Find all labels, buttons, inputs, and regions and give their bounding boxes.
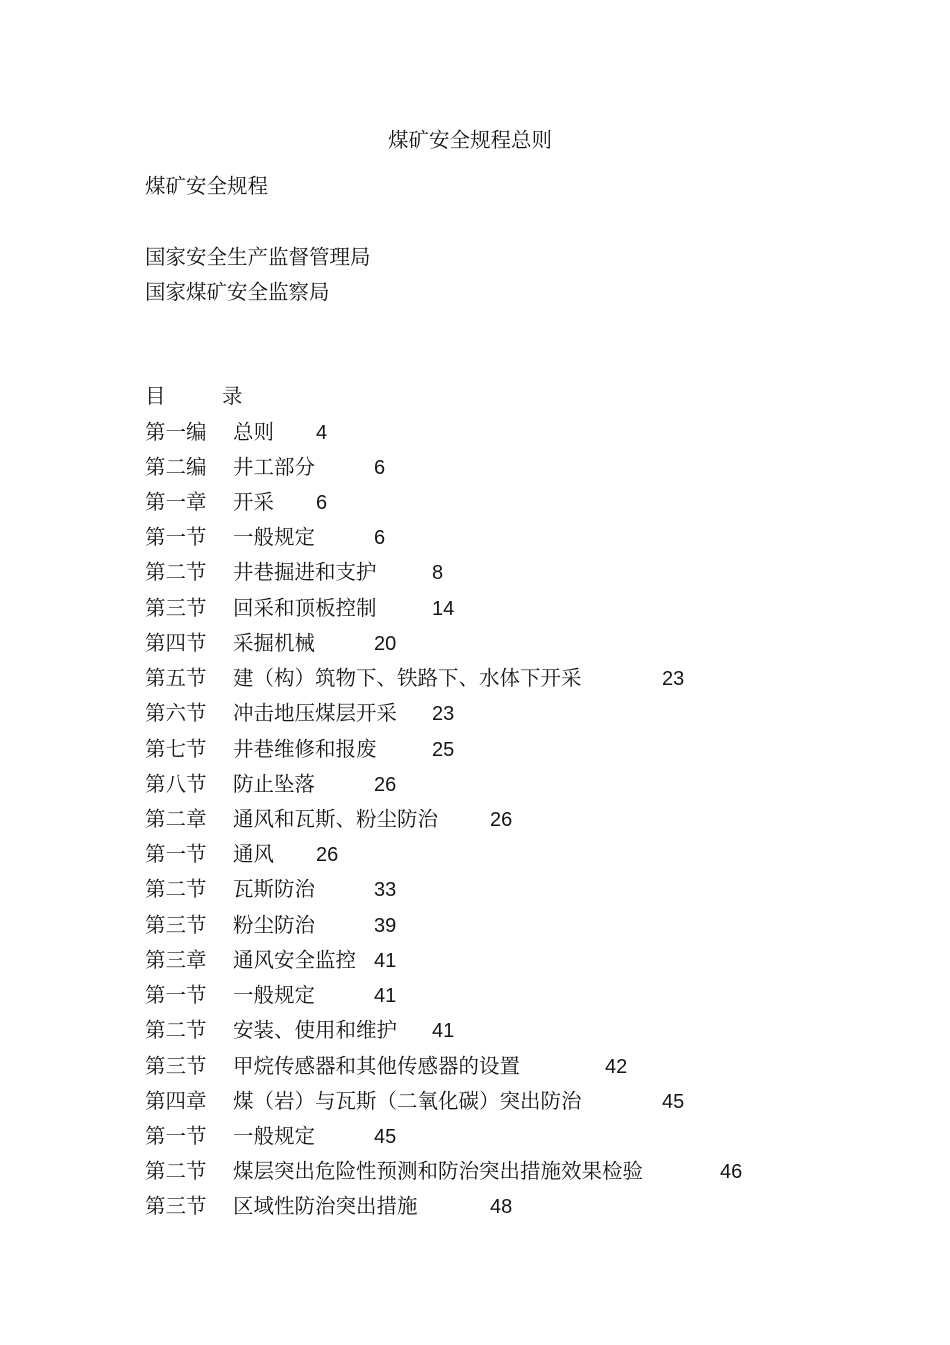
toc-entry	[0, 1085, 950, 1120]
issuer-line: 国家安全生产监督管理局	[145, 247, 371, 269]
toc-entry-title: 通风和瓦斯、粉尘防治	[233, 809, 438, 832]
toc-entry-page: 6	[316, 492, 328, 515]
toc-entry-page: 6	[374, 527, 386, 550]
toc-entry	[0, 451, 950, 486]
toc-entry-title: 煤层突出危险性预测和防治突出措施效果检验	[233, 1161, 643, 1184]
toc-entry-title: 瓦斯防治	[233, 879, 315, 902]
toc-entry	[0, 662, 950, 697]
toc-entry-title: 开采	[233, 492, 274, 515]
toc-entry-label: 第八节	[145, 773, 207, 796]
toc-entry-label: 第三章	[145, 949, 207, 972]
toc-entry-page: 42	[605, 1055, 628, 1078]
toc-entry	[0, 1014, 950, 1049]
toc-entry-title: 回采和顶板控制	[233, 597, 377, 620]
toc-entry	[0, 909, 950, 944]
toc-entry-title: 冲击地压煤层开采	[233, 703, 397, 726]
toc-entry-title: 区域性防治突出措施	[233, 1196, 418, 1219]
toc-entry	[0, 1050, 950, 1085]
toc-entry	[0, 838, 950, 873]
toc-entry-label: 第二编	[145, 456, 207, 479]
toc-entry-label: 第五节	[145, 668, 207, 691]
toc-entry	[0, 697, 950, 732]
toc-entry-label: 第一节	[145, 844, 207, 867]
toc-entry-label: 第一节	[145, 1125, 207, 1148]
toc-entry-label: 第二节	[145, 1020, 207, 1043]
toc-entry-title: 防止坠落	[233, 773, 315, 796]
toc-entry-page: 23	[662, 668, 685, 691]
toc-entry-label: 第三节	[145, 597, 207, 620]
toc-entry	[0, 521, 950, 556]
toc-entry-page: 41	[374, 949, 397, 972]
toc-entry	[0, 627, 950, 662]
toc-entry	[0, 1120, 950, 1155]
toc-entry-title: 建（构）筑物下、铁路下、水体下开采	[233, 668, 582, 691]
toc-entry	[0, 1190, 950, 1225]
toc-entry-page: 6	[374, 456, 386, 479]
toc-entry-label: 第四章	[145, 1090, 207, 1113]
toc-entry-page: 48	[490, 1196, 513, 1219]
toc-entry-title: 井巷维修和报废	[233, 738, 377, 761]
toc-entry-title: 通风	[233, 844, 274, 867]
toc-entry-page: 45	[662, 1090, 685, 1113]
toc-entry-title: 安装、使用和维护	[233, 1020, 397, 1043]
toc-entry-label: 第二章	[145, 809, 207, 832]
toc-entry-title: 一般规定	[233, 1125, 315, 1148]
toc-entry-title: 一般规定	[233, 985, 315, 1008]
table-of-contents	[0, 380, 950, 1225]
toc-entry	[0, 873, 950, 908]
toc-entry-title: 煤（岩）与瓦斯（二氧化碳）突出防治	[233, 1090, 582, 1113]
toc-entry-page: 20	[374, 632, 397, 655]
toc-entry-page: 26	[490, 809, 513, 832]
toc-entry-page: 26	[316, 844, 339, 867]
toc-entry-title: 井巷掘进和支护	[233, 562, 377, 585]
toc-entry-page: 46	[720, 1161, 743, 1184]
toc-entry-label: 第一节	[145, 985, 207, 1008]
toc-entry-page: 39	[374, 914, 397, 937]
toc-entry-title: 井工部分	[233, 456, 315, 479]
toc-entry-page: 33	[374, 879, 397, 902]
toc-entry-page: 45	[374, 1125, 397, 1148]
toc-entry-label: 第二节	[145, 879, 207, 902]
toc-entry-label: 第三节	[145, 1055, 207, 1078]
toc-entry	[0, 592, 950, 627]
toc-entry-page: 41	[374, 985, 397, 1008]
toc-entry-title: 总则	[233, 421, 274, 444]
toc-entry	[0, 416, 950, 451]
toc-entry	[0, 768, 950, 803]
toc-heading	[0, 380, 950, 415]
toc-entry-label: 第七节	[145, 738, 207, 761]
toc-entry-page: 23	[432, 703, 455, 726]
toc-entry-label: 第一节	[145, 527, 207, 550]
toc-entry-label: 第六节	[145, 703, 207, 726]
document-title: 煤矿安全规程总则	[388, 130, 552, 152]
toc-entry-page: 25	[432, 738, 455, 761]
toc-entry-label: 第二节	[145, 1161, 207, 1184]
toc-entry	[0, 944, 950, 979]
toc-entry	[0, 1155, 950, 1190]
toc-entry	[0, 803, 950, 838]
toc-entry-page: 4	[316, 421, 328, 444]
toc-entry-label: 第一章	[145, 492, 207, 515]
toc-entry	[0, 733, 950, 768]
document-subtitle: 煤矿安全规程	[145, 176, 268, 198]
toc-entry-label: 第三节	[145, 914, 207, 937]
toc-entry-page: 8	[432, 562, 444, 585]
issuer-line: 国家煤矿安全监察局	[145, 282, 330, 304]
toc-entry-label: 第二节	[145, 562, 207, 585]
toc-entry-title: 一般规定	[233, 527, 315, 550]
toc-heading-left: 目	[145, 386, 166, 409]
toc-entry	[0, 556, 950, 591]
toc-entry-title: 通风安全监控	[233, 949, 356, 972]
toc-entry-label: 第三节	[145, 1196, 207, 1219]
toc-entry-page: 14	[432, 597, 455, 620]
toc-entry	[0, 979, 950, 1014]
toc-entry	[0, 486, 950, 521]
toc-entry-page: 41	[432, 1020, 455, 1043]
toc-entry-label: 第一编	[145, 421, 207, 444]
toc-entry-title: 甲烷传感器和其他传感器的设置	[233, 1055, 520, 1078]
toc-entry-label: 第四节	[145, 632, 207, 655]
toc-entry-title: 采掘机械	[233, 632, 315, 655]
toc-heading-right: 录	[222, 386, 243, 409]
toc-entry-title: 粉尘防治	[233, 914, 315, 937]
toc-entry-page: 26	[374, 773, 397, 796]
